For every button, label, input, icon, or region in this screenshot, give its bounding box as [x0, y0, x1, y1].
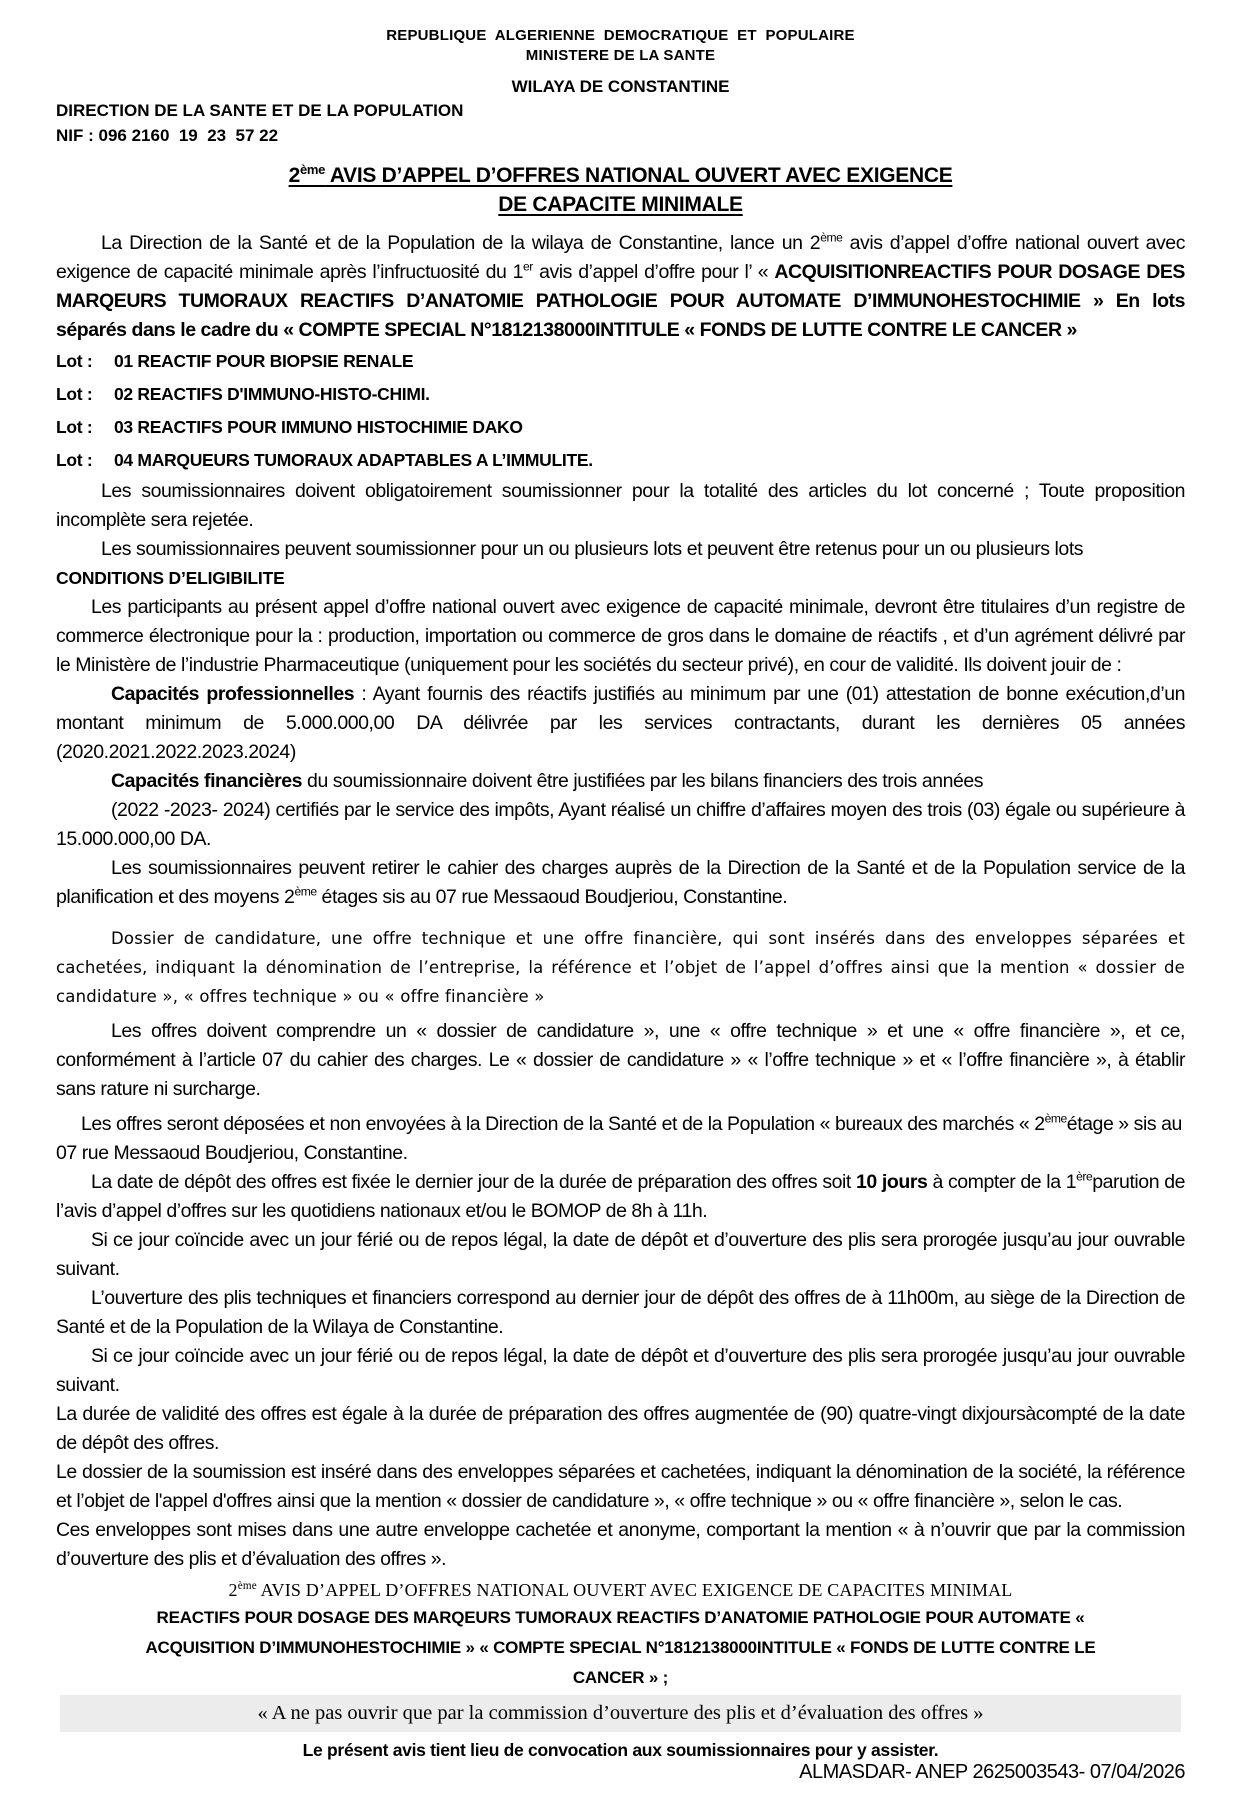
lot-label: Lot : [56, 384, 93, 405]
title-line1: AVIS D’APPEL D’OFFRES NATIONAL OUVERT AVEC EXIGENCE [325, 164, 953, 188]
lot-text: 04 MARQUEURS TUMORAUX ADAPTABLES A L’IMMULITE. [114, 450, 593, 471]
paragraph-retrait-cahier [56, 854, 1185, 912]
footer-title-bold: REACTIFS POUR DOSAGE DES MARQEURS TUMORAUX REACTIFS D’ANATOMIE PATHOLOGIE POUR AUTOMATE « ACQUISITION D’IMMUNOHESTOCHIMIE » « COMPTE SPECIAL N°1812138000INTITULE « FONDS DE LUTTE CONTRE LE CANCER » ; [145, 1608, 1096, 1687]
paragraph-enveloppe-anonyme: Ces enveloppes sont mises dans une autre enveloppe cachetée et anonyme, comportant la mention « à n’ouvrir que par la commission d’ouverture des plis et d’évaluation des offres ». [56, 1519, 1185, 1571]
paragraph-capacites-financieres [56, 767, 1185, 796]
depot-lieu-text: Les offres seront déposées et non envoyées à la Direction de la Santé et de la Population « bureaux des marchés « 2 [81, 1113, 1045, 1136]
conditions-heading: CONDITIONS D’ELIGIBILITE [56, 568, 285, 589]
footer-serif-text: AVIS D’APPEL D’OFFRES NATIONAL OUVERT AVEC EXIGENCE DE CAPACITES MINIMAL [256, 1580, 1013, 1601]
lot-text: 03 REACTIFS POUR IMMUNO HISTOCHIMIE DAKO [114, 417, 523, 438]
intro-bold-object: ACQUISITIONREACTIFS POUR DOSAGE DES MARQEURS TUMORAUX REACTIFS D’ANATOMIE PATHOLOGIE POUR AUTOMATE D’IMMUNOHESTOCHIMIE » En lots séparés dans le cadre du « COMPTE SPECIAL N°1812138000INTITULE « FONDS DE LUTTE CONTRE LE CANCER » [56, 261, 1185, 342]
lot-item-2 [56, 378, 1185, 411]
header-nif: NIF : 096 2160 19 23 57 22 [56, 125, 279, 145]
lot-label: Lot : [56, 351, 93, 372]
paragraph-depot-lieu [56, 1110, 1185, 1168]
intro-text: avis d’appel d’offre pour l’ « [532, 261, 775, 284]
date-depot-text: parution de l’avis d’appel d’offres sur les quotidiens nationaux et/ou le BOMOP de 8h à 11h. [56, 1171, 1185, 1223]
paragraph-jour-ferie-1: Si ce jour coïncide avec un jour férié ou de repos légal, la date de dépôt et d’ouverture des plis sera prorogée jusqu’au jour ouvrable suivant. [56, 1229, 1185, 1281]
retrait-text: étages sis au 07 rue Messaoud Boudjeriou, Constantine. [316, 886, 788, 909]
paragraph-bilans-annees: (2022 -2023- 2024) certifiés par le service des impôts, Ayant réalisé un chiffre d’affaires moyen des trois (03) égale ou supérieure à 15.000.000,00 DA. [56, 799, 1185, 851]
footer-serif-sup: ème [237, 1580, 257, 1593]
footer-convocation: Le présent avis tient lieu de convocation aux soumissionnaires pour y assister. [302, 1739, 939, 1760]
lot-text: 01 REACTIF POUR BIOPSIE RENALE [114, 351, 414, 372]
capacites-professionnelles-text: : Ayant fournis des réactifs justifiés au minimum par une (01) attestation de bonne exécution,d’un montant minimum de 5.000.000,00 DA délivrée par les services contractants, durant les dernières 05 années (2020.2021.2022.2023.2024) [56, 683, 1185, 764]
depot-lieu-text: étage » sis au 07 rue Messaoud Boudjeriou, Constantine. [56, 1113, 1182, 1165]
footer-highlight-mention: « A ne pas ouvrir que par la commission d’ouverture des plis et d’évaluation des offres » [60, 1695, 1181, 1732]
paragraph-date-depot [56, 1168, 1185, 1226]
date-depot-text: La date de dépôt des offres est fixée le dernier jour de la durée de préparation des offres soit [91, 1171, 857, 1194]
title-number-sup: ème [299, 162, 326, 178]
header-wilaya: WILAYA DE CONSTANTINE [511, 76, 730, 96]
paragraph-capacites-professionnelles [56, 680, 1185, 767]
capacites-financieres-label: Capacités financières [111, 770, 303, 793]
retrait-sup-2eme: ème [294, 884, 317, 899]
intro-text: avis d’appel d’offre national ouvert avec exigence de capacité minimale après l’infructuosité du 1 [56, 232, 1185, 284]
footer-block [56, 1578, 1185, 1783]
paragraph-participants: Les participants au présent appel d’offre national ouvert avec exigence de capacité minimale, devront être titulaires d’un registre de commerce électronique pour la : production, importation ou commerce de gros dans le domaine de réactifs , et d’un agrément délivré par le Ministère de l’industrie Pharmaceutique (uniquement pour les sociétés du secteur privé), en cour de validité. Ils doivent jouir de : [56, 596, 1185, 677]
header-ministry: MINISTERE DE LA SANTE [525, 47, 716, 65]
intro-sup-1er: er [523, 259, 533, 274]
date-depot-sup-1ere: ère [1076, 1169, 1093, 1184]
footer-serif-num: 2 [228, 1580, 238, 1601]
lot-label: Lot : [56, 417, 93, 438]
retrait-text: Les soumissionnaires peuvent retirer le cahier des charges auprès de la Direction de la Santé et de la Population service de la planification et des moyens 2 [56, 857, 1185, 909]
header-republic: REPUBLIQUE ALGERIENNE DEMOCRATIQUE ET POPULAIRE [386, 27, 855, 44]
lot-label: Lot : [56, 450, 93, 471]
date-depot-text: à compter de la 1 [927, 1171, 1077, 1194]
date-depot-duree-bold: 10 jours [856, 1171, 928, 1194]
lot-item-4 [56, 444, 1185, 477]
notice-title [56, 162, 1185, 219]
paragraph-duree-validite: La durée de validité des offres est égale à la durée de préparation des offres augmentée de (90) quatre-vingt dixjoursàcompté de la date de dépôt des offres. [56, 1403, 1185, 1455]
title-line2: DE CAPACITE MINIMALE [498, 192, 743, 216]
capacites-financieres-text: du soumissionnaire doivent être justifiées par les bilans financiers des trois années [302, 770, 984, 793]
lot-text: 02 REACTIFS D'IMMUNO-HISTO-CHIMI. [114, 384, 430, 405]
paragraph-jour-ferie-2: Si ce jour coïncide avec un jour férié ou de repos légal, la date de dépôt et d’ouverture des plis sera prorogée jusqu’au jour ouvrable suivant. [56, 1345, 1185, 1397]
lots-list [56, 345, 1185, 477]
intro-sup-2eme: ème [820, 230, 843, 245]
capacites-professionnelles-label: Capacités professionnelles [111, 683, 355, 706]
paragraph-contenu-offres: Les offres doivent comprendre un « dossier de candidature », une « offre technique » et une « offre financière », et ce, conformément à l’article 07 du cahier des charges. Le « dossier de candidature » « l’offre technique » et « l’offre financière », à établir sans rature ni surcharge. [56, 1020, 1185, 1101]
paragraph-plusieurs-lots: Les soumissionnaires peuvent soumissionner pour un ou plusieurs lots et peuvent être retenus pour un ou plusieurs lots [101, 538, 1084, 561]
paragraph-ouverture-plis: L’ouverture des plis techniques et financiers correspond au dernier jour de dépôt des offres de à 11h00m, au siège de la Direction de Santé et de la Population de la Wilaya de Constantine. [56, 1287, 1185, 1339]
depot-lieu-sup-2eme: ème [1044, 1111, 1067, 1126]
paragraph-dossier-soumission: Le dossier de la soumission est inséré dans des enveloppes séparées et cachetées, indiquant la dénomination de la société, la référence et l’objet de l'appel d'offres ainsi que la mention « dossier de candidature », « offre technique » ou « offre financière », selon le cas. [56, 1461, 1185, 1513]
intro-paragraph [56, 229, 1185, 345]
header-direction: DIRECTION DE LA SANTE ET DE LA POPULATION [56, 101, 464, 121]
paragraph-dossier-candidature: Dossier de candidature, une offre technique et une offre financière, qui sont insérés dans des enveloppes séparées et cachetées, indiquant la dénomination de l’entreprise, la référence et l’objet de l’appel d’offres ainsi que la mention « dossier de candidature », « offres technique » ou « offre financière » [56, 929, 1185, 1007]
intro-text: La Direction de la Santé et de la Population de la wilaya de Constantine, lance un 2 [101, 232, 821, 255]
lot-item-3 [56, 411, 1185, 444]
footer-anep-reference: ALMASDAR- ANEP 2625003543- 07/04/2026 [799, 1760, 1185, 1783]
footer-title-serif [56, 1578, 1185, 1603]
title-number: 2 [288, 164, 300, 188]
paragraph-totalite: Les soumissionnaires doivent obligatoirement soumissionner pour la totalité des articles du lot concerné ; Toute proposition incomplète sera rejetée. [56, 480, 1185, 532]
lot-item-1 [56, 345, 1185, 378]
